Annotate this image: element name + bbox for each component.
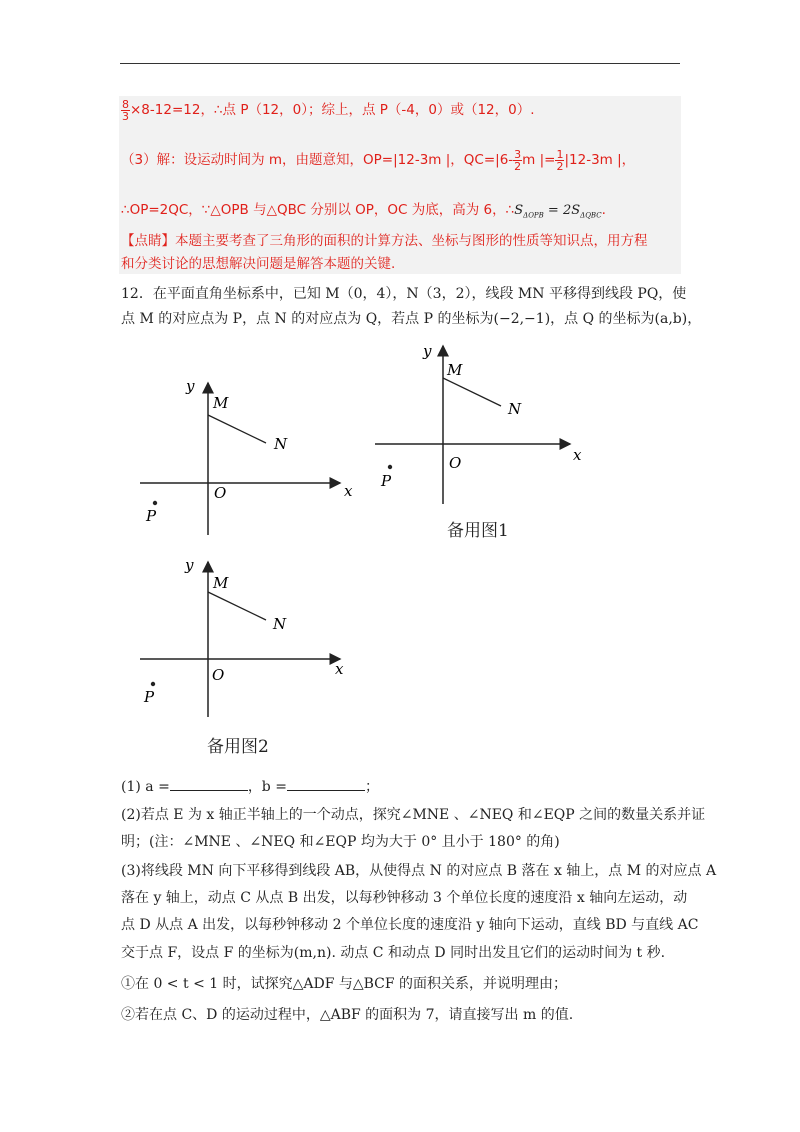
y-label: y [423, 342, 432, 360]
point-p [153, 501, 157, 505]
figure-spare-2 [130, 552, 360, 727]
segment-mn [443, 378, 501, 406]
x-label: x [344, 482, 353, 500]
p-label: P [146, 507, 157, 525]
caption-spare-2: 备用图2 [207, 737, 269, 757]
figure-spare-1 [365, 336, 595, 511]
origin-label: O [214, 484, 227, 502]
p-label: P [381, 472, 392, 490]
solution-line-1: $\frac{8}{3}$ ×8-12=12，∴点 P（12，0）；综上，点 P（-4，0）或（12，0）. [122, 97, 535, 123]
question-line-1: 12．在平面直角坐标系中，已知 M（0，4），N（3，2），线段 MN 平移得到线段 PQ，使 [121, 286, 687, 302]
caption-spare-1: 备用图1 [447, 521, 509, 541]
segment-mn [208, 415, 266, 443]
part-3-line-4: 交于点 F，设点 F 的坐标为(m,n). 动点 C 和动点 D 同时出发且它们的运动时间为 t 秒. [121, 945, 666, 961]
origin-label: O [449, 454, 462, 472]
part-3-line-2: 落在 y 轴上，动点 C 从点 B 出发，以每秒钟移动 3 个单位长度的速度沿 x 轴向左运动，动 [121, 890, 688, 906]
fraction-3-2: $\frac{3}{2}$ [514, 147, 522, 173]
n-label: N [274, 435, 288, 453]
part-2-line-1: (2)若点 E 为 x 轴正半轴上的一个动点，探究∠MNE 、∠NEQ 和∠EQP 之间的数量关系并证 [121, 807, 706, 823]
y-label: y [185, 556, 194, 574]
m-label: M [213, 574, 229, 592]
x-label: x [573, 446, 582, 464]
part-2-line-2: 明；(注：∠MNE 、∠NEQ 和∠EQP 均为大于 0° 且小于 180° 的角) [121, 834, 560, 850]
p-label: P [144, 688, 155, 706]
sub-question-1: ①在 0 < t < 1 时，试探究△ADF 与△BCF 的面积关系，并说明理由； [121, 976, 568, 992]
n-label: N [273, 615, 287, 633]
m-label: M [213, 394, 229, 412]
comment-line-1: 【点睛】本题主要考查了三角形的面积的计算方法、坐标与图形的性质等知识点，用方程 [121, 233, 648, 249]
fraction-8-3: $\frac{8}{3}$ [122, 97, 129, 123]
header-rule [120, 63, 680, 64]
answer-blank-b[interactable] [287, 778, 365, 791]
comment-line-2: 和分类讨论的思想解决问题是解答本题的关键. [121, 256, 396, 272]
area-formula: $S_{\Delta OPB} = 2S_{\Delta QBC}$ [514, 203, 602, 220]
y-label: y [186, 377, 195, 395]
m-label: M [447, 361, 463, 379]
segment-mn [208, 592, 266, 620]
point-p [151, 682, 155, 686]
solution-line-2: （3）解：设运动时间为 m，由题意知，OP=|12-3m |，QC=|6- $\frac{3}{2}$ m |= $\frac{1}{2}$ |12-3m |， [121, 147, 636, 173]
n-label: N [508, 400, 522, 418]
figure-main [130, 365, 360, 545]
part-3-line-1: (3)将线段 MN 向下平移得到线段 AB，从使得点 N 的对应点 B 落在 x 轴上，点 M 的对应点 A [121, 863, 717, 879]
solution-line-3: ∴OP=2QC，∵△OPB 与△QBC 分别以 OP，OC 为底，高为 6，$\therefore S_{\Delta OPB} = 2S_{\Delta QBC}$. [121, 202, 606, 220]
part-3-line-3: 点 D 从点 A 出发，以每秒钟移动 2 个单位长度的速度沿 y 轴向下运动，直线 BD 与直线 AC [121, 917, 699, 933]
answer-blank-a[interactable] [170, 778, 248, 791]
part-1: (1) a = ，b = ； [121, 779, 379, 795]
x-label: x [335, 660, 344, 678]
sub-question-2: ②若在点 C、D 的运动过程中，△ABF 的面积为 7，请直接写出 m 的值. [121, 1007, 574, 1023]
question-line-2: 点 M 的对应点为 P，点 N 的对应点为 Q，若点 P 的坐标为(−2,−1)，点 Q 的坐标为(a,b)， [121, 311, 702, 327]
point-p [388, 465, 392, 469]
origin-label: O [212, 666, 225, 684]
fraction-1-2: $\frac{1}{2}$ [556, 147, 564, 173]
